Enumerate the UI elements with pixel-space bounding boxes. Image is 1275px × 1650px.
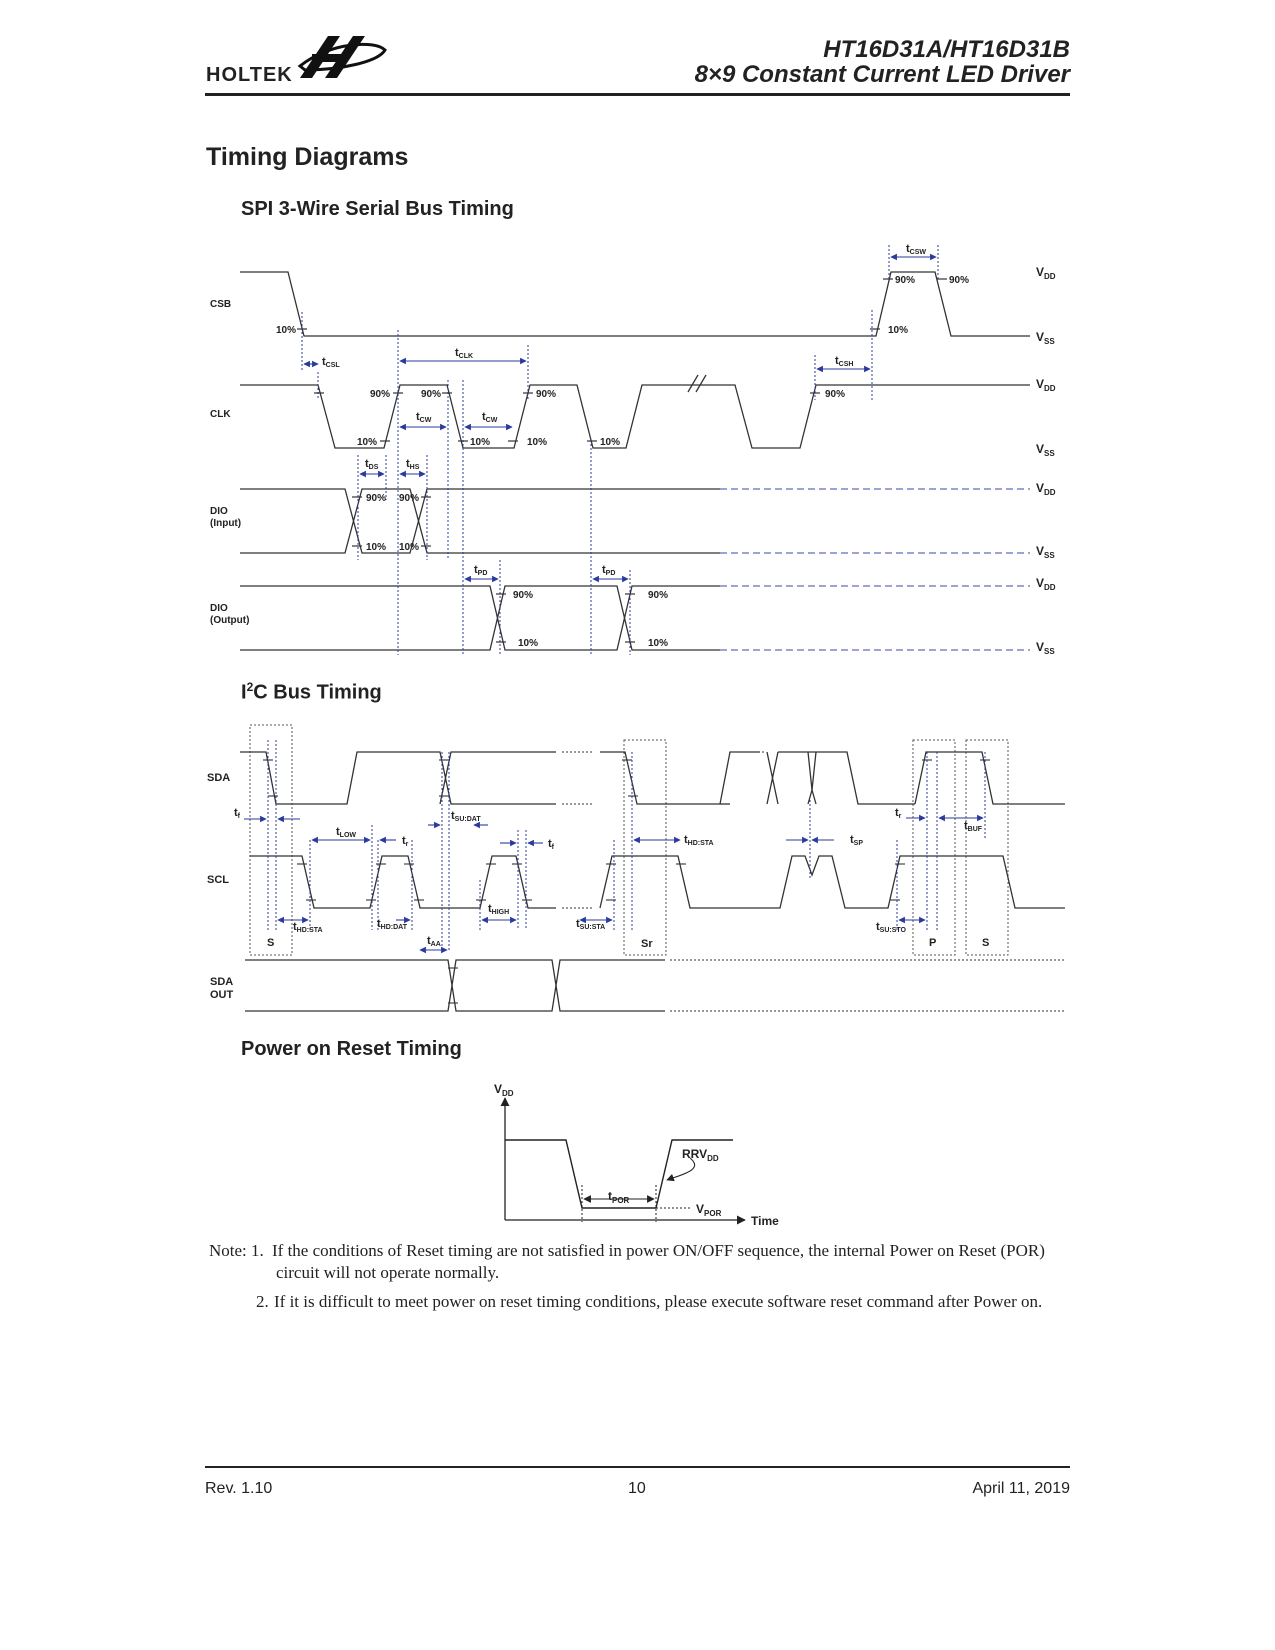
- spi-vdd-clk: $V_{DD}$: [1036, 377, 1056, 393]
- page-title: Timing Diagrams: [206, 143, 409, 171]
- spi-label-dio: DIO: [210, 506, 228, 517]
- tsusto-label: tSU:STO: [876, 921, 906, 934]
- thdsta-label-2: tHD:STA: [293, 921, 323, 934]
- spi-vdd-din: $V_{DD}$: [1036, 481, 1056, 497]
- i2c-label-out: OUT: [210, 989, 234, 1001]
- pct-label: 90%: [536, 389, 557, 400]
- header-title-line1: HT16D31A/HT16D31B: [823, 36, 1070, 63]
- pct-label: 90%: [648, 590, 669, 601]
- thigh-label: tHIGH: [488, 903, 510, 916]
- spi-label-dio-out: DIO: [210, 603, 228, 614]
- spi-vdd-dout: $V_{DD}$: [1036, 576, 1056, 592]
- pct-label: 90%: [421, 389, 442, 400]
- tcw-label: tCW: [482, 411, 498, 424]
- tcw-label: tCW: [416, 411, 432, 424]
- note-2-label: 2.: [256, 1292, 269, 1311]
- tclk-label: tCLK: [455, 347, 474, 360]
- tr-label-2: tr: [895, 807, 902, 820]
- cond-repeated-start: Sr: [641, 938, 653, 950]
- i2c-label-sda-out: SDA: [210, 976, 234, 988]
- tr-label: tr: [402, 835, 409, 848]
- por-vpor-label: $V_{POR}$: [696, 1202, 722, 1218]
- pct-label: 10%: [600, 437, 621, 448]
- spi-vdd-csb: $V_{DD}$: [1036, 265, 1056, 281]
- por-vdd-label: $V_{DD}$: [494, 1082, 514, 1098]
- rrv-pointer: [667, 1158, 695, 1180]
- pct-label: 10%: [518, 638, 539, 649]
- spi-heading: SPI 3-Wire Serial Bus Timing: [241, 198, 514, 220]
- footer-page: 10: [628, 1480, 646, 1497]
- spi-vss-clk: $V_{SS}$: [1036, 442, 1055, 458]
- pct-label: 90%: [366, 493, 387, 504]
- pct-label: 10%: [470, 437, 491, 448]
- spi-vss-din: $V_{SS}$: [1036, 544, 1055, 560]
- pct-label: 90%: [513, 590, 534, 601]
- pct-label: 10%: [366, 542, 387, 553]
- i2c-label-scl: SCL: [207, 874, 229, 886]
- note-1-line1: If the conditions of Reset timing are not satisfied in power ON/OFF sequence, the internal Power on Reset (POR): [272, 1241, 1045, 1260]
- i2c-heading-sup: 2: [246, 680, 254, 694]
- footer-rule: [205, 1466, 1070, 1468]
- note-1-line2: circuit will not operate normally.: [276, 1263, 500, 1282]
- por-labels: [494, 1082, 779, 1228]
- por-time-label: Time: [751, 1214, 779, 1228]
- spi-vss-csb: $V_{SS}$: [1036, 330, 1055, 346]
- pct-label: 10%: [648, 638, 669, 649]
- por-rrv-label: $RRV_{DD}$: [682, 1147, 719, 1163]
- por-guides: [582, 1185, 692, 1222]
- pct-label: 10%: [399, 542, 420, 553]
- footer-rev: Rev. 1.10: [205, 1480, 273, 1497]
- por-tpor-label: $t_{POR}$: [608, 1189, 630, 1205]
- cond-stop: P: [929, 937, 937, 949]
- spi-label-output: (Output): [210, 615, 250, 626]
- i2c-label-sda: SDA: [207, 772, 231, 784]
- pct-label: 90%: [399, 493, 420, 504]
- tcsl-label: tCSL: [322, 356, 340, 369]
- spi-label-csb: CSB: [210, 299, 232, 310]
- ths-label: tHS: [406, 458, 420, 471]
- spi-vss-dout: $V_{SS}$: [1036, 640, 1055, 656]
- pct-label: 10%: [888, 325, 909, 336]
- tf-label: tf: [234, 807, 241, 820]
- tds-label: tDS: [365, 458, 379, 471]
- tbuf-label: tBUF: [964, 820, 983, 833]
- i2c-heading-i: I: [241, 681, 247, 704]
- por-heading: Power on Reset Timing: [241, 1038, 462, 1060]
- tcsh-label: tCSH: [835, 355, 854, 368]
- spi-label-input: (Input): [210, 518, 242, 529]
- note-2-text: If it is difficult to meet power on reset timing conditions, please execute software reset command after Power on.: [274, 1292, 1043, 1311]
- tsudat-label: tSU:DAT: [451, 810, 481, 823]
- brand-name: HOLTEK: [206, 64, 293, 86]
- pct-label: 10%: [357, 437, 378, 448]
- pct-label: 90%: [825, 389, 846, 400]
- pct-label: 10%: [527, 437, 548, 448]
- note-1-label: Note: 1.: [209, 1241, 264, 1260]
- thdsta-label: tHD:STA: [684, 834, 714, 847]
- pct-label: 10%: [276, 325, 297, 336]
- tpd-label: tPD: [602, 564, 616, 577]
- header-title-line2: 8×9 Constant Current LED Driver: [694, 61, 1070, 88]
- i2c-heading-rest: C Bus Timing: [253, 681, 382, 704]
- footer-date: April 11, 2019: [972, 1480, 1070, 1497]
- tf-label-2: tf: [548, 838, 555, 851]
- tsusta-label: tSU:STA: [576, 918, 606, 931]
- cond-start-2: S: [982, 937, 990, 949]
- cond-start: S: [267, 937, 275, 949]
- tpd-label: tPD: [474, 564, 488, 577]
- thddat-label: tHD:DAT: [377, 918, 407, 931]
- spi-label-clk: CLK: [210, 409, 231, 420]
- pct-label: 90%: [949, 275, 970, 286]
- tsp-label: tSP: [850, 834, 864, 847]
- tcsw-label: tCSW: [906, 243, 927, 256]
- taa-label: tAA: [427, 935, 441, 948]
- tlow-label: tLOW: [336, 826, 356, 839]
- pct-label: 90%: [895, 275, 916, 286]
- pct-label: 90%: [370, 389, 391, 400]
